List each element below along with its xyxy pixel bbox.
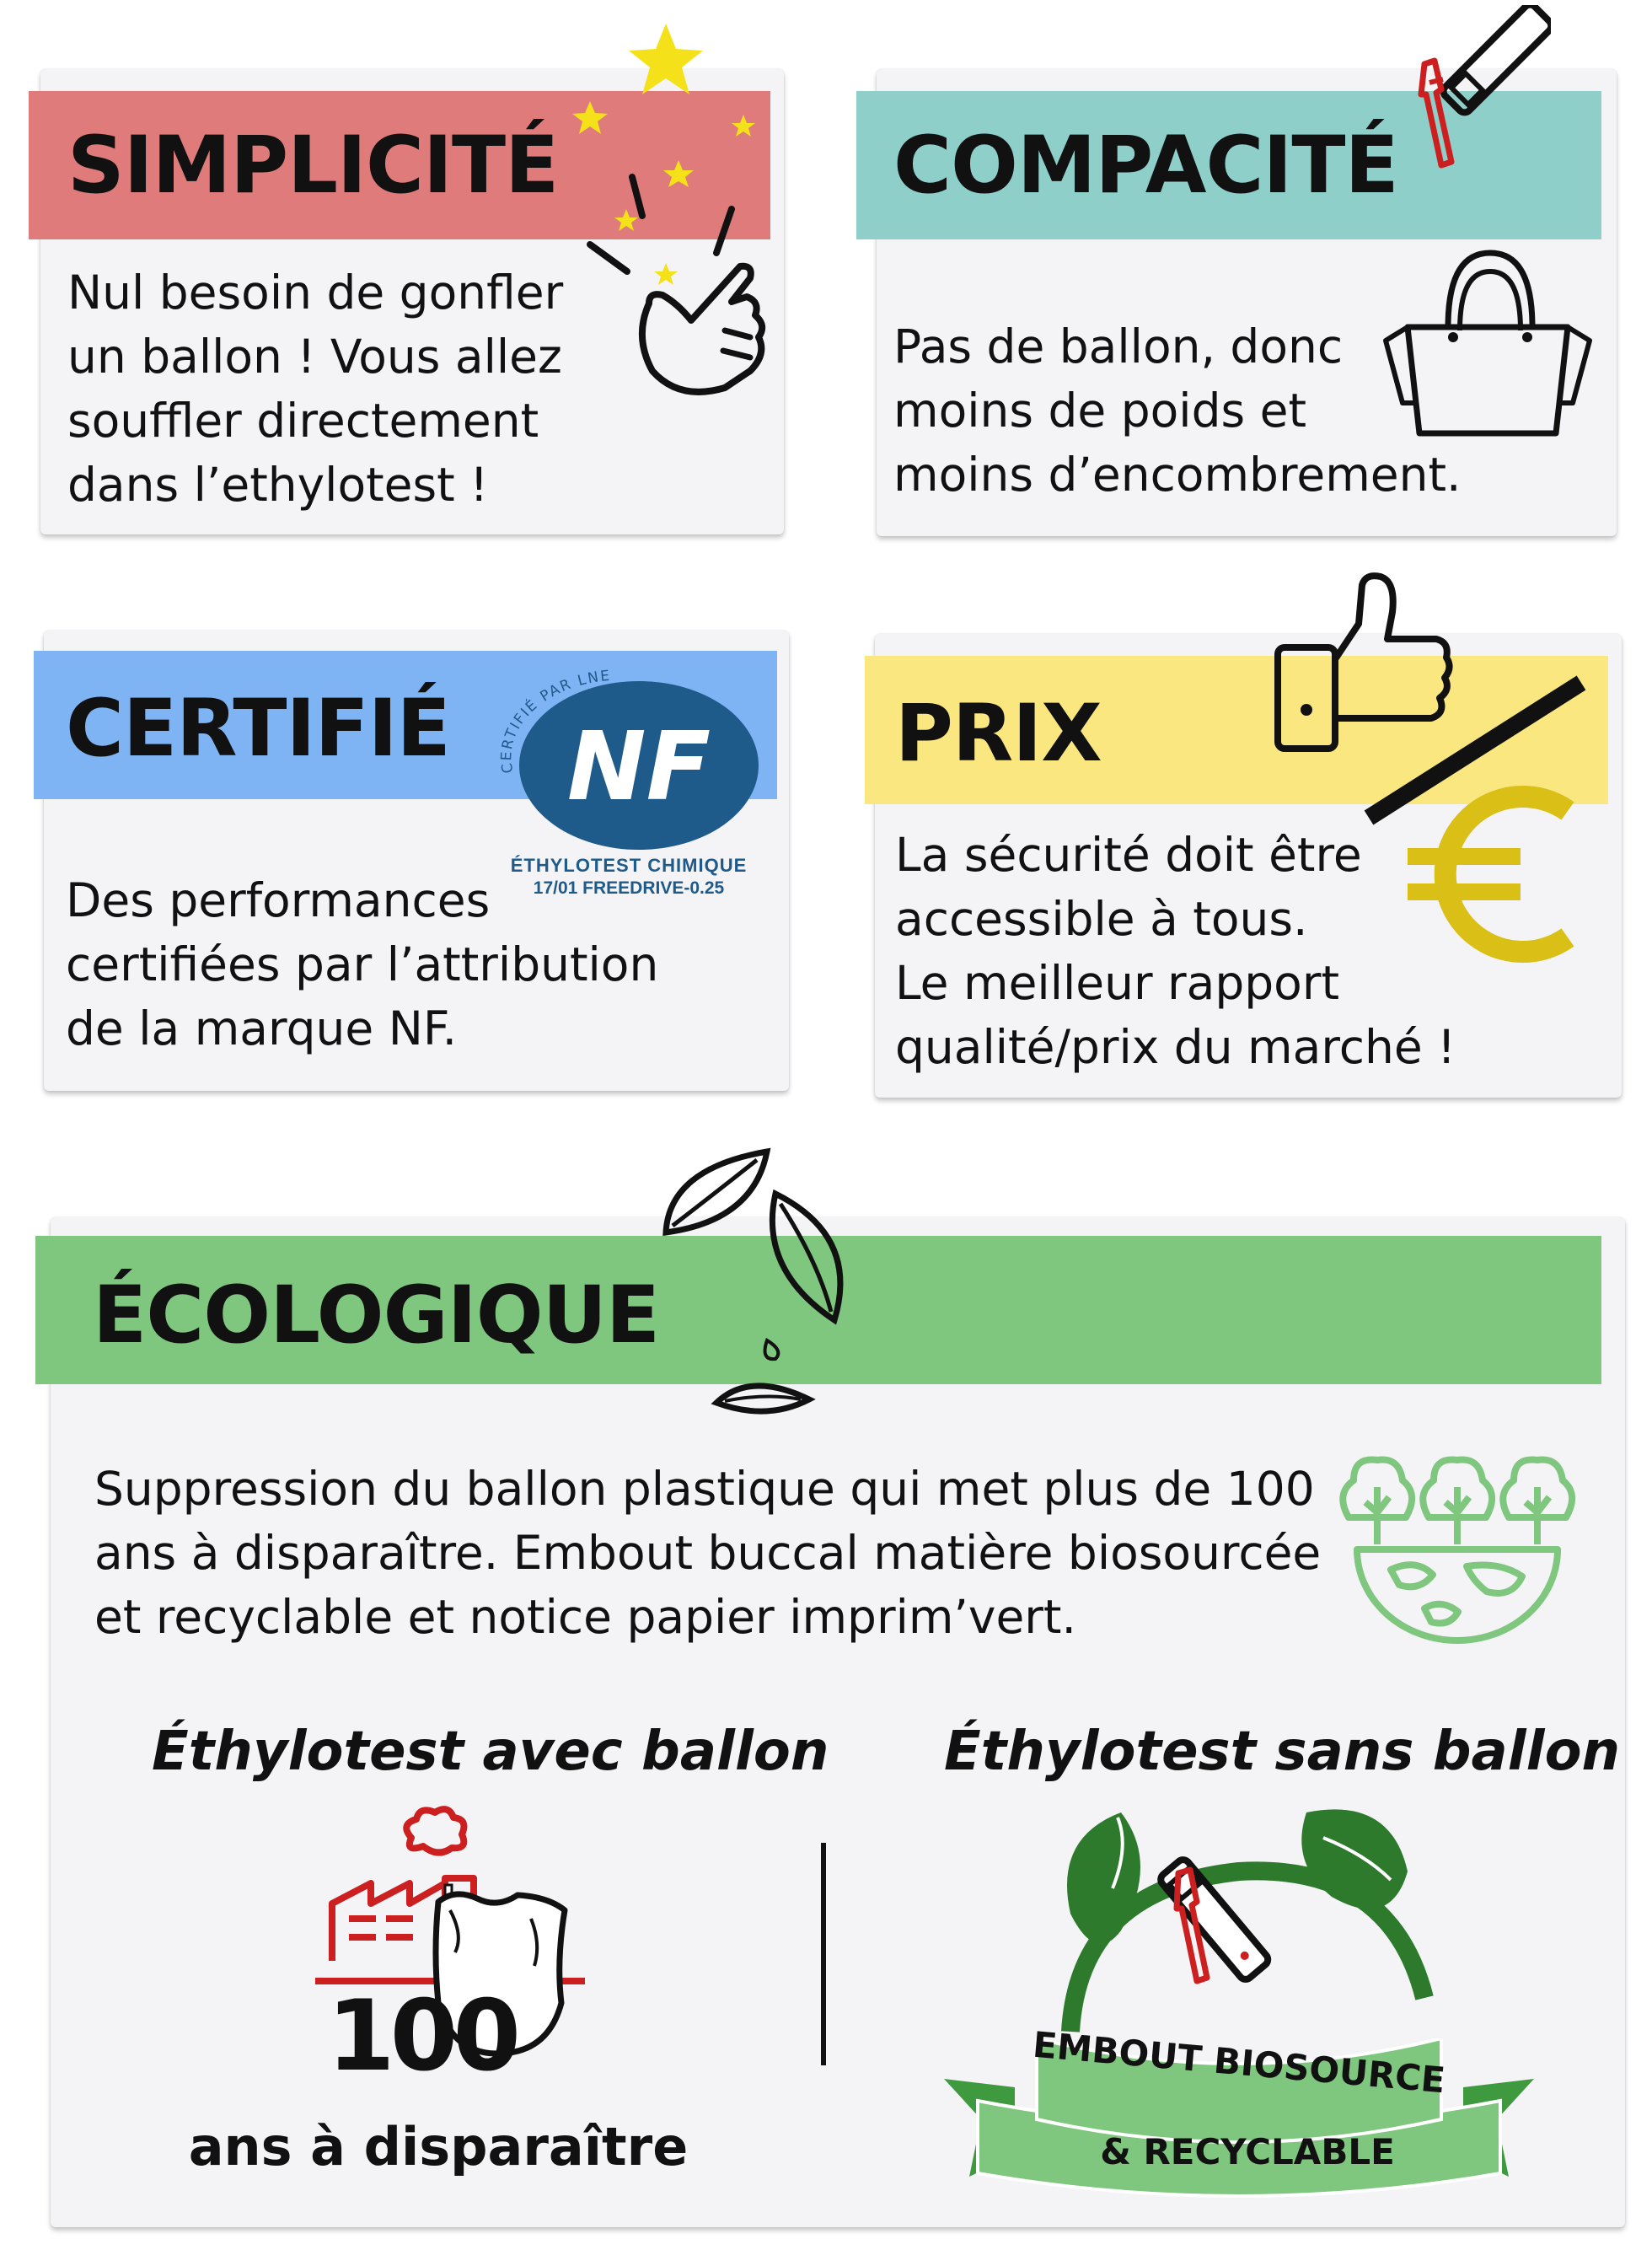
- nf-arc-text: CERTIFIÉ PAR LNE: [498, 667, 612, 775]
- simplicite-line-2: un ballon ! Vous allez: [67, 330, 562, 384]
- stars-icon: [556, 17, 775, 287]
- breathalyzer-icon: [1399, 5, 1551, 182]
- nf-caption-1: ÉTHYLOTEST CHIMIQUE: [510, 855, 748, 876]
- certifie-line-3: de la marque NF.: [66, 1001, 458, 1055]
- compacite-text: [893, 314, 1462, 507]
- nf-mark: NF: [566, 712, 711, 822]
- banner-recyclable: & RECYCLABLE: [1100, 2131, 1395, 2172]
- compacite-title: COMPACITÉ: [893, 120, 1398, 212]
- ecologique-line-2: ans à disparaître. Embout buccal matière biosourcée: [94, 1526, 1322, 1580]
- leaves-icon: [649, 1143, 868, 1430]
- prix-line-4: qualité/prix du marché !: [895, 1020, 1456, 1074]
- compacite-line-2: moins de poids et: [893, 384, 1307, 438]
- prix-title: PRIX: [895, 688, 1102, 780]
- simplicite-line-1: Nul besoin de gonfler: [67, 266, 564, 319]
- ecologique-title: ÉCOLOGIQUE: [93, 1270, 660, 1361]
- comparison-divider: [821, 1843, 826, 2065]
- simplicite-title: SIMPLICITÉ: [67, 120, 559, 212]
- ecologique-line-3: et recyclable et notice papier imprim’vert.: [94, 1590, 1076, 1644]
- compacite-line-1: Pas de ballon, donc: [893, 319, 1344, 373]
- certifie-line-1: Des performances: [66, 873, 491, 927]
- hundred-years-caption: ans à disparaître: [188, 2116, 689, 2177]
- ecologique-line-1: Suppression du ballon plastique qui met plus de 100: [94, 1462, 1315, 1516]
- simplicite-line-4: dans l’ethylotest !: [67, 458, 489, 512]
- trees-planet-icon: [1332, 1443, 1576, 1646]
- prix-text: [895, 823, 1456, 1079]
- hundred-years-number: 100: [326, 1979, 517, 2093]
- prix-line-3: Le meilleur rapport: [895, 956, 1340, 1010]
- nf-logo: [496, 658, 765, 910]
- simplicite-line-3: souffler directement: [67, 394, 539, 448]
- handbag-icon: [1382, 243, 1593, 445]
- ecologique-text: [94, 1457, 1321, 1649]
- compacite-line-3: moins d’encombrement.: [893, 448, 1462, 502]
- euro-icon: [1403, 777, 1596, 971]
- certifie-line-2: certifiées par l’attribution: [66, 937, 659, 991]
- sans-ballon-heading: Éthylotest sans ballon: [944, 1721, 1621, 1783]
- simplicite-text: [67, 260, 563, 517]
- prix-line-2: accessible à tous.: [895, 892, 1308, 946]
- prix-line-1: La sécurité doit être: [895, 828, 1362, 882]
- snapping-fingers-icon: [624, 253, 775, 405]
- certifie-title: CERTIFIÉ: [66, 683, 450, 775]
- avec-ballon-heading: Éthylotest avec ballon: [152, 1721, 829, 1783]
- banner-embout-biosource: EMBOUT BIOSOURCE: [1031, 2023, 1447, 2102]
- nf-caption-2: 17/01 FREEDRIVE-0.25: [533, 878, 725, 898]
